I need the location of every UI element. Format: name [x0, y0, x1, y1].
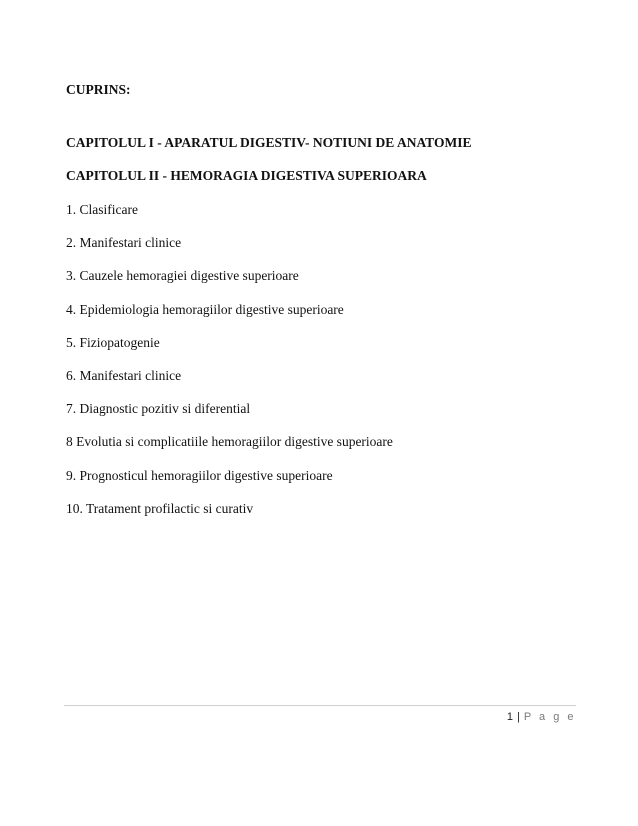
toc-item-9: 9. Prognosticul hemoragiilor digestive superioare: [66, 468, 333, 483]
page-footer: [507, 711, 576, 723]
toc-item-3: 3. Cauzele hemoragiei digestive superioare: [66, 268, 299, 283]
toc-item-7: 7. Diagnostic pozitiv si diferential: [66, 401, 251, 416]
toc-item-6: 6. Manifestari clinice: [66, 368, 182, 383]
page-number: 1: [506, 711, 513, 723]
chapter-2: CAPITOLUL II - HEMORAGIA DIGESTIVA SUPERIOARA: [66, 168, 427, 183]
toc-item-2: 2. Manifestari clinice: [66, 235, 182, 250]
footer-divider: [64, 705, 576, 706]
toc-heading: CUPRINS:: [66, 82, 131, 97]
toc-item-8: 8 Evolutia si complicatiile hemoragiilor digestive superioare: [66, 434, 393, 449]
toc-item-4: 4. Epidemiologia hemoragiilor digestive superioare: [66, 302, 344, 317]
toc-item-10: 10. Tratament profilactic si curativ: [66, 501, 254, 516]
toc-item-5: 5. Fiziopatogenie: [66, 335, 160, 350]
footer-separator: |: [516, 711, 520, 723]
chapter-1: CAPITOLUL I - APARATUL DIGESTIV- NOTIUNI DE ANATOMIE: [66, 135, 472, 150]
toc-item-1: 1. Clasificare: [66, 202, 138, 217]
page-label: P a g e: [523, 711, 576, 723]
